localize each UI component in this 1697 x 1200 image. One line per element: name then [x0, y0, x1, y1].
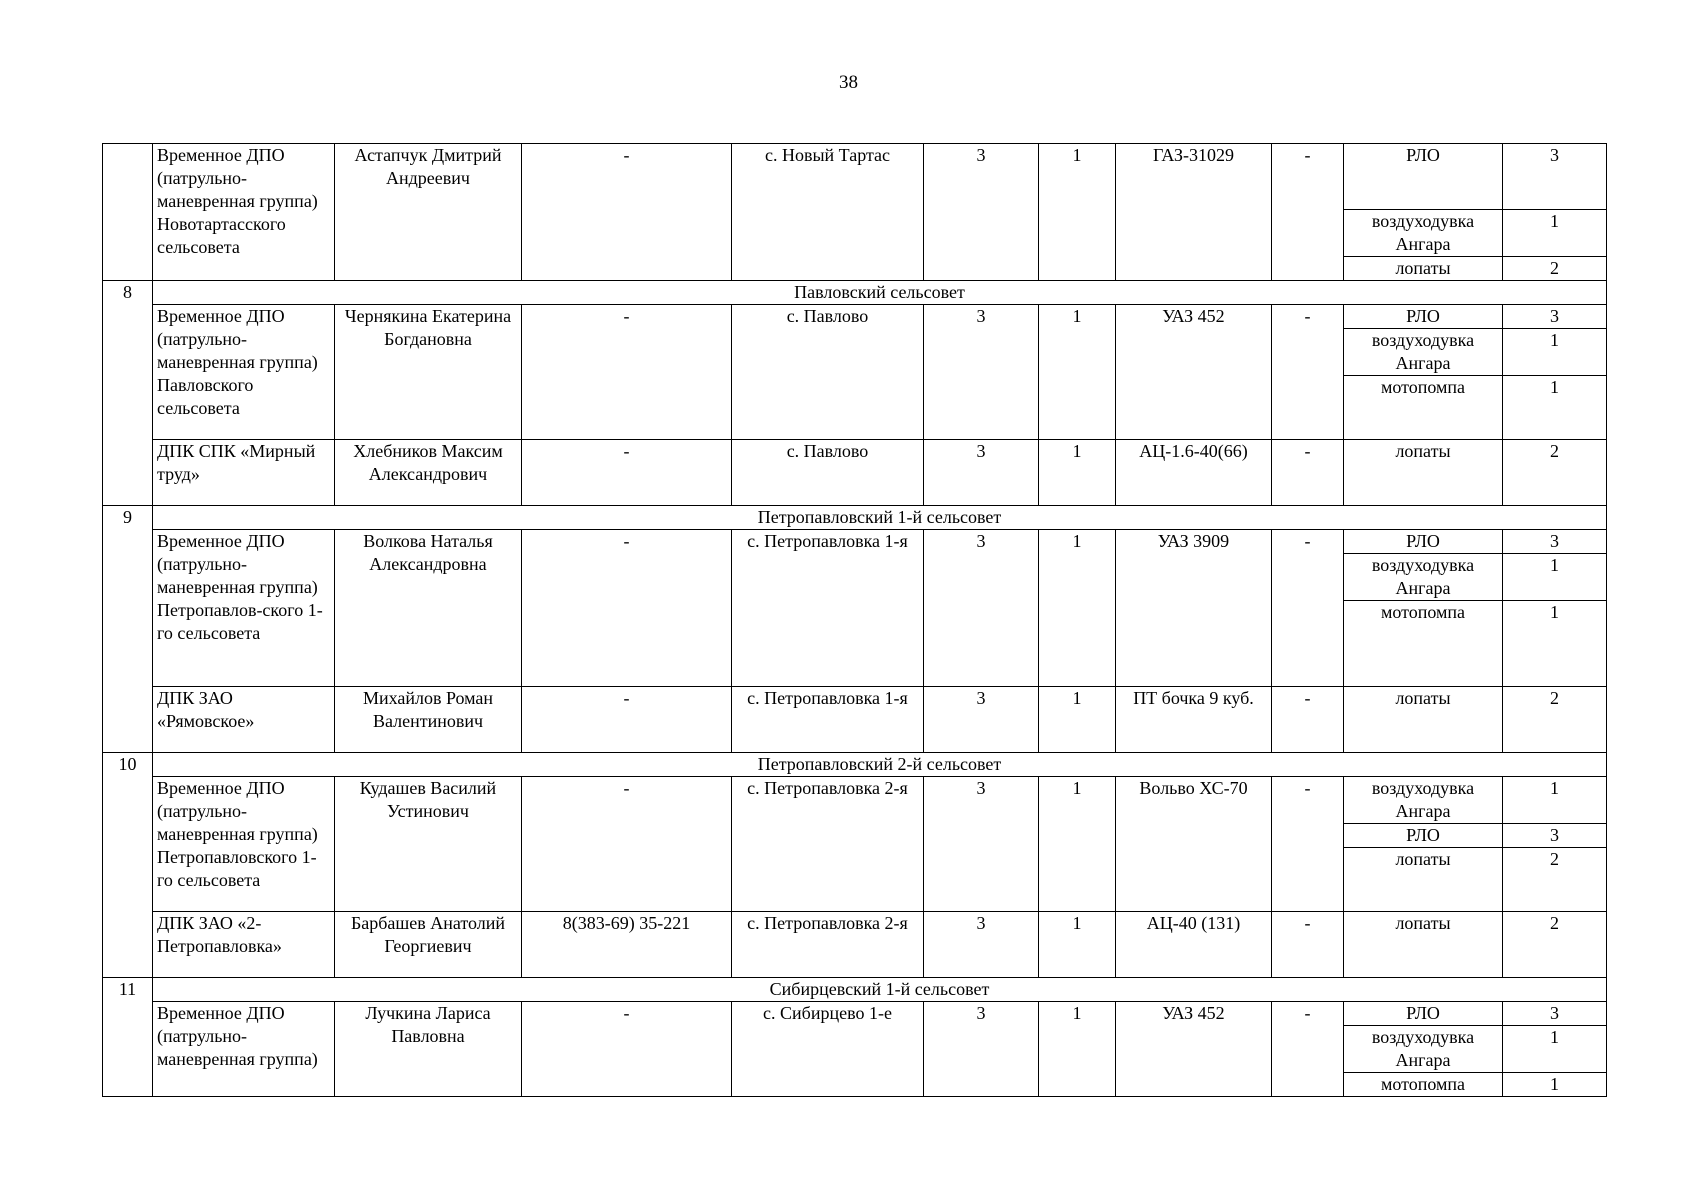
equipment-name: воздуходувка Ангара — [1344, 777, 1503, 824]
unit-row — [103, 305, 1607, 329]
equipment-qty: 1 — [1503, 329, 1607, 376]
unit-location: с. Петропавловка 1-я — [732, 687, 924, 753]
equipment-name: лопаты — [1344, 912, 1503, 978]
section-number: 8 — [103, 281, 153, 506]
unit-head: Барбашев Анатолий Георгиевич — [335, 912, 522, 978]
unit-vehicle: АЦ-1.6-40(66) — [1116, 440, 1272, 506]
unit-vehicles: 1 — [1039, 144, 1116, 281]
unit-phone: - — [522, 440, 732, 506]
unit-people: 3 — [924, 530, 1039, 687]
unit-name: Временное ДПО (патрульно-маневренная группа) Петропавловского 1-го сельсовета — [153, 777, 335, 912]
section-title: Павловский сельсовет — [153, 281, 1607, 305]
equipment-qty: 2 — [1503, 912, 1607, 978]
equipment-qty: 2 — [1503, 440, 1607, 506]
unit-phone: 8(383-69) 35-221 — [522, 912, 732, 978]
unit-people: 3 — [924, 144, 1039, 281]
unit-vehicle: ГАЗ-31029 — [1116, 144, 1272, 281]
unit-name: ДПК ЗАО «Рямовское» — [153, 687, 335, 753]
equipment-name: воздуходувка Ангара — [1344, 329, 1503, 376]
equipment-name: РЛО — [1344, 530, 1503, 554]
unit-row — [103, 777, 1607, 824]
unit-name: Временное ДПО (патрульно-маневренная группа) Новотартасского сельсовета — [153, 144, 335, 281]
unit-vehicle: УАЗ 3909 — [1116, 530, 1272, 687]
unit-phone: - — [522, 777, 732, 912]
section-title: Петропавловский 2-й сельсовет — [153, 753, 1607, 777]
unit-people: 3 — [924, 912, 1039, 978]
unit-people: 3 — [924, 305, 1039, 440]
unit-name: Временное ДПО (патрульно-маневренная группа) — [153, 1002, 335, 1097]
unit-people: 3 — [924, 1002, 1039, 1097]
section-number: 9 — [103, 506, 153, 753]
unit-vehicle: ПТ бочка 9 куб. — [1116, 687, 1272, 753]
unit-head: Кудашев Василий Устинович — [335, 777, 522, 912]
unit-vehicles: 1 — [1039, 305, 1116, 440]
unit-row — [103, 530, 1607, 554]
unit-phone: - — [522, 305, 732, 440]
equipment-name: мотопомпа — [1344, 601, 1503, 687]
equipment-qty: 1 — [1503, 777, 1607, 824]
unit-location: с. Петропавловка 1-я — [732, 530, 924, 687]
fire-units-table — [102, 143, 1607, 1097]
equipment-qty: 2 — [1503, 257, 1607, 281]
unit-special: - — [1272, 687, 1344, 753]
equipment-name: воздуходувка Ангара — [1344, 554, 1503, 601]
section-header-row — [103, 281, 1607, 305]
equipment-qty: 1 — [1503, 1073, 1607, 1097]
equipment-qty: 3 — [1503, 305, 1607, 329]
section-number: 10 — [103, 753, 153, 978]
unit-special: - — [1272, 144, 1344, 281]
equipment-qty: 1 — [1503, 1026, 1607, 1073]
equipment-qty: 1 — [1503, 601, 1607, 687]
equipment-name: лопаты — [1344, 257, 1503, 281]
unit-name: Временное ДПО (патрульно-маневренная группа) Петропавлов-ского 1-го сельсовета — [153, 530, 335, 687]
section-number: 11 — [103, 978, 153, 1097]
unit-people: 3 — [924, 777, 1039, 912]
unit-row — [103, 440, 1607, 506]
unit-location: с. Павлово — [732, 305, 924, 440]
equipment-name: лопаты — [1344, 440, 1503, 506]
unit-phone: - — [522, 687, 732, 753]
unit-name: Временное ДПО (патрульно-маневренная группа) Павловского сельсовета — [153, 305, 335, 440]
equipment-name: лопаты — [1344, 687, 1503, 753]
equipment-qty: 3 — [1503, 1002, 1607, 1026]
equipment-name: лопаты — [1344, 848, 1503, 912]
equipment-name: мотопомпа — [1344, 1073, 1503, 1097]
page-number: 38 — [839, 72, 858, 93]
unit-name: ДПК СПК «Мирный труд» — [153, 440, 335, 506]
equipment-name: мотопомпа — [1344, 376, 1503, 440]
unit-special: - — [1272, 530, 1344, 687]
unit-row — [103, 144, 1607, 210]
equipment-qty: 2 — [1503, 687, 1607, 753]
equipment-qty: 3 — [1503, 824, 1607, 848]
unit-head: Михайлов Роман Валентинович — [335, 687, 522, 753]
unit-phone: - — [522, 144, 732, 281]
unit-head: Хлебников Максим Александрович — [335, 440, 522, 506]
section-title: Петропавловский 1-й сельсовет — [153, 506, 1607, 530]
unit-special: - — [1272, 777, 1344, 912]
unit-vehicles: 1 — [1039, 912, 1116, 978]
unit-row — [103, 687, 1607, 753]
section-header-row — [103, 506, 1607, 530]
unit-row — [103, 1002, 1607, 1026]
equipment-name: РЛО — [1344, 1002, 1503, 1026]
equipment-qty: 3 — [1503, 530, 1607, 554]
unit-vehicles: 1 — [1039, 440, 1116, 506]
equipment-qty: 1 — [1503, 210, 1607, 257]
unit-people: 3 — [924, 440, 1039, 506]
unit-head: Лучкина Лариса Павловна — [335, 1002, 522, 1097]
unit-location: с. Петропавловка 2-я — [732, 777, 924, 912]
unit-location: с. Павлово — [732, 440, 924, 506]
unit-location: с. Новый Тартас — [732, 144, 924, 281]
unit-head: Астапчук Дмитрий Андреевич — [335, 144, 522, 281]
unit-location: с. Петропавловка 2-я — [732, 912, 924, 978]
equipment-name: воздуходувка Ангара — [1344, 1026, 1503, 1073]
unit-vehicles: 1 — [1039, 1002, 1116, 1097]
unit-special: - — [1272, 912, 1344, 978]
unit-vehicle: УАЗ 452 — [1116, 1002, 1272, 1097]
fire-units-table-wrap — [102, 143, 1607, 1097]
unit-special: - — [1272, 1002, 1344, 1097]
equipment-name: РЛО — [1344, 824, 1503, 848]
unit-head: Волкова Наталья Александровна — [335, 530, 522, 687]
section-title: Сибирцевский 1-й сельсовет — [153, 978, 1607, 1002]
unit-special: - — [1272, 305, 1344, 440]
equipment-qty: 1 — [1503, 376, 1607, 440]
equipment-qty: 2 — [1503, 848, 1607, 912]
unit-people: 3 — [924, 687, 1039, 753]
section-header-row — [103, 978, 1607, 1002]
equipment-name: воздуходувка Ангара — [1344, 210, 1503, 257]
section-number — [103, 144, 153, 281]
unit-vehicles: 1 — [1039, 777, 1116, 912]
equipment-qty: 1 — [1503, 554, 1607, 601]
unit-row — [103, 912, 1607, 978]
unit-head: Чернякина Екатерина Богдановна — [335, 305, 522, 440]
unit-location: с. Сибирцево 1-е — [732, 1002, 924, 1097]
section-header-row — [103, 753, 1607, 777]
equipment-name: РЛО — [1344, 305, 1503, 329]
unit-vehicles: 1 — [1039, 687, 1116, 753]
equipment-name: РЛО — [1344, 144, 1503, 210]
unit-phone: - — [522, 1002, 732, 1097]
equipment-qty: 3 — [1503, 144, 1607, 210]
unit-name: ДПК ЗАО «2-Петропавловка» — [153, 912, 335, 978]
unit-vehicles: 1 — [1039, 530, 1116, 687]
unit-vehicle: АЦ-40 (131) — [1116, 912, 1272, 978]
unit-phone: - — [522, 530, 732, 687]
unit-vehicle: Вольво ХС-70 — [1116, 777, 1272, 912]
unit-vehicle: УАЗ 452 — [1116, 305, 1272, 440]
unit-special: - — [1272, 440, 1344, 506]
